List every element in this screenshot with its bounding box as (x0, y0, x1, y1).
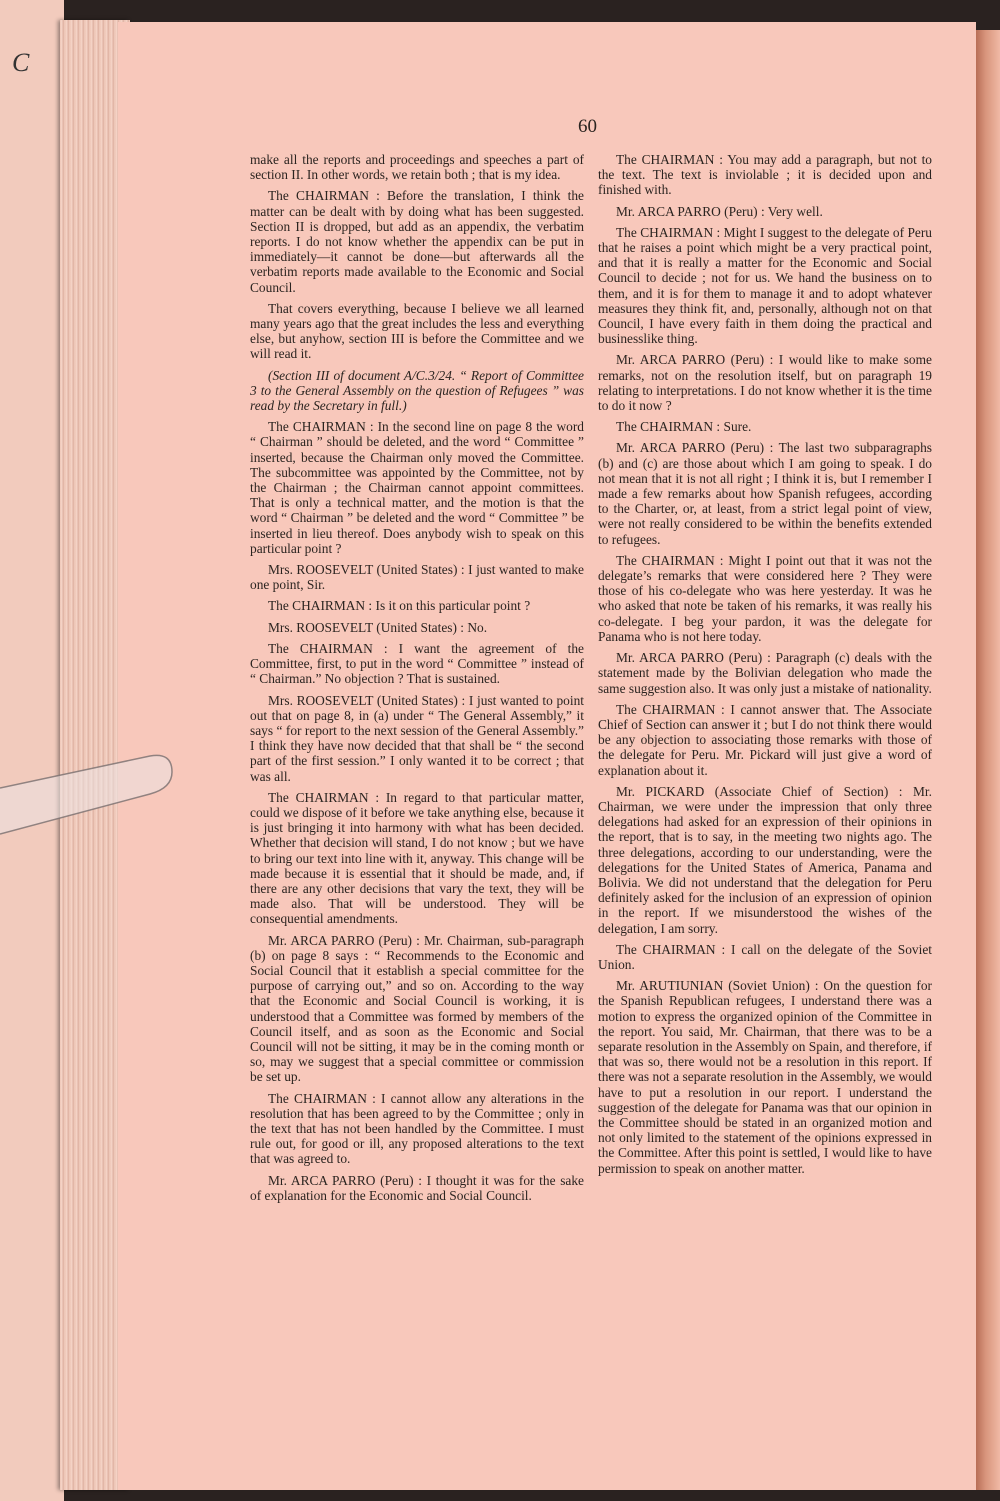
paragraph: Mr. ARUTIUNIAN (Soviet Union) : On the question for the Spanish Republican refugees, I understand there was a motion to express the organized opinion of the Committee in the report. You said, Mr. Chairman, that there was to be a separate resolution in the Assembly on Spain, and therefore, if that was so, there would not be a resolution in this report. If there was not a separate resolution in the Assembly, we would have to put a resolution in our report. I understand the suggestion of the delegate for Panama was that our opinion in the Committee should be stated in an organized motion and not only limited to the statement of the opinions expressed in the Committee. After this point is settled, I would like to have permission to speak on another matter. (598, 978, 932, 1176)
paragraph: make all the reports and proceedings and speeches a part of section II. In other words, we retain both ; that is my idea. (250, 152, 584, 183)
paragraph: That covers everything, because I believe we all learned many years ago that the great includes the less and everything else, but anyhow, section III is before the Committee and we will read it. (250, 300, 584, 362)
page-number: 60 (578, 116, 597, 137)
paragraph: Mr. PICKARD (Associate Chief of Section) : Mr. Chairman, we were under the impression that only three delegations had asked for an expression of their opinions in the report, that is to say, in the meeting two nights ago. The three delegations, according to our understanding, were the delegations for the United States of America, Panama and Bolivia. We did not understand that the delegation for Peru definitely asked for the inclusion of an expression of opinion in the report. If we misunderstood the wishes of the delegation, I am sorry. (598, 783, 932, 936)
paragraph: Mr. ARCA PARRO (Peru) : I would like to make some remarks, not on the resolution itself, but on paragraph 19 relating to interpretations. I do not know whether it is the time to do it now ? (598, 352, 932, 414)
paragraph: The CHAIRMAN : I want the agreement of the Committee, first, to put in the word “ Committee ” instead of “ Chairman.” No objection ? That is sustained. (250, 640, 584, 687)
paragraph: Mr. ARCA PARRO (Peru) : Paragraph (c) deals with the statement made by the Bolivian delegation who made the same suggestion also. It was only just a mistake of nationality. (598, 650, 932, 696)
paragraph: Mr. ARCA PARRO (Peru) : I thought it was for the sake of explanation for the Economic and Social Council. (250, 1172, 584, 1203)
left-column (250, 152, 584, 1209)
paragraph: Mrs. ROOSEVELT (United States) : No. (268, 619, 488, 635)
next-page-edge (976, 30, 1000, 1490)
paragraph: The CHAIRMAN : In regard to that particular matter, could we dispose of it before we take anything else, because it is just bringing it into harmony with what has been decided. Whether that decision will stand, I do not know ; but we have to bring our text into line with it, anyway. This change will be made because it is essential that it should be made, and, if there are any other decisions that vary the text, they will be made also. That will be understood. They will be consequential amendments. (250, 789, 584, 927)
paragraph: Mrs. ROOSEVELT (United States) : I just wanted to make one point, Sir. (250, 562, 584, 593)
left-cover (0, 0, 64, 1501)
paragraph: Mr. ARCA PARRO (Peru) : Very well. (616, 203, 823, 219)
paragraph: Mr. ARCA PARRO (Peru) : The last two subparagraphs (b) and (c) are those about which I am going to speak. I do not mean that it is not all right ; I think it is, but I remember I made a few remarks about how Spanish refugees, according to the Charter, or, at least, from a strict legal point of view, were not really considered to be within the benefits extended to refugees. (598, 440, 932, 547)
paragraph: Mrs. ROOSEVELT (United States) : I just wanted to point out that on page 8, in (a) under “ The General Assembly,” it says “ for report to the next session of the General Assembly.” I think they have now decided that that shall be “ the second part of the first session.” I only wanted it to be correct ; that was all. (250, 692, 584, 784)
paragraph: The CHAIRMAN : Sure. (616, 419, 752, 435)
paragraph: The CHAIRMAN : Before the translation, I think the matter can be dealt with by doing what has been suggested. Section II is dropped, but add as an appendix, the verbatim reports. I do not know whether the appendix can be put in immediately—it cannot be done—but afterwards all the verbatim reports made available to the Economic and Social Council. (250, 188, 584, 295)
paragraph: The CHAIRMAN : Is it on this particular point ? (268, 598, 531, 614)
paragraph: The CHAIRMAN : Might I suggest to the delegate of Peru that he raises a point which might be a very practical point, and that it is really a matter for the Economic and Social Council to decide ; not for us. We hand the business on to them, and it is for them to manage it and to adopt whatever measures they think fit, and, personally, although not on that Council, I have every faith in them doing the practical and businesslike thing. (598, 224, 932, 347)
paragraph: The CHAIRMAN : Might I point out that it was not the delegate’s remarks that were considered here ? They were those of his co-delegate who was here yesterday. It was he who asked that note be taken of his remarks, it was really his co-delegate. I beg your pardon, it was the delegate for Panama who is not here today. (598, 552, 932, 644)
margin-mark: C (12, 48, 30, 77)
stage-direction: (Section III of document A/C.3/24. “ Report of Committee 3 to the General Assembly on the question of Refugees ” was read by the Secretary in full.) (250, 367, 584, 414)
paragraph: The CHAIRMAN : I cannot answer that. The Associate Chief of Section can answer it ; but I do not think there would be any objection to associating those remarks with those of the delegate for Peru. Mr. Pickard will just give a word of explanation about it. (598, 701, 932, 778)
paragraph: The CHAIRMAN : I call on the delegate of the Soviet Union. (598, 941, 932, 972)
paragraph: The CHAIRMAN : You may add a paragraph, but not to the text. The text is inviolable ; it is decided upon and finished with. (598, 152, 932, 198)
right-column (598, 152, 932, 1182)
paragraph: The CHAIRMAN : In the second line on page 8 the word “ Chairman ” should be deleted, and the word “ Committee ” inserted, because the Chairman only moved the Committee. The subcommittee was appointed by the Committee, not by the Chairman ; the Chairman cannot appoint committees. That is only a technical matter, and the motion is that the word “ Chairman ” be deleted and the word “ Committee ” be inserted in lieu thereof. Does anybody wish to speak on this particular point ? (250, 419, 584, 556)
paragraph: Mr. ARCA PARRO (Peru) : Mr. Chairman, sub-paragraph (b) on page 8 says : “ Recommends to the Economic and Social Council that it establish a special committee for the purpose of carrying out,” and so on. According to the way that the Economic and Social Council is working, it is understood that a Committee was formed by members of the Council itself, and as soon as the Economic and Social Council will not be sitting, it may be in the coming month or so, may we suggest that a special committee or commission be set up. (250, 932, 584, 1085)
paragraph: The CHAIRMAN : I cannot allow any alterations in the resolution that has been agreed to by the Committee ; only in the text that has not been handled by the Committee. I must rule out, for good or ill, any proposed alterations to the text that was agreed to. (250, 1090, 584, 1167)
